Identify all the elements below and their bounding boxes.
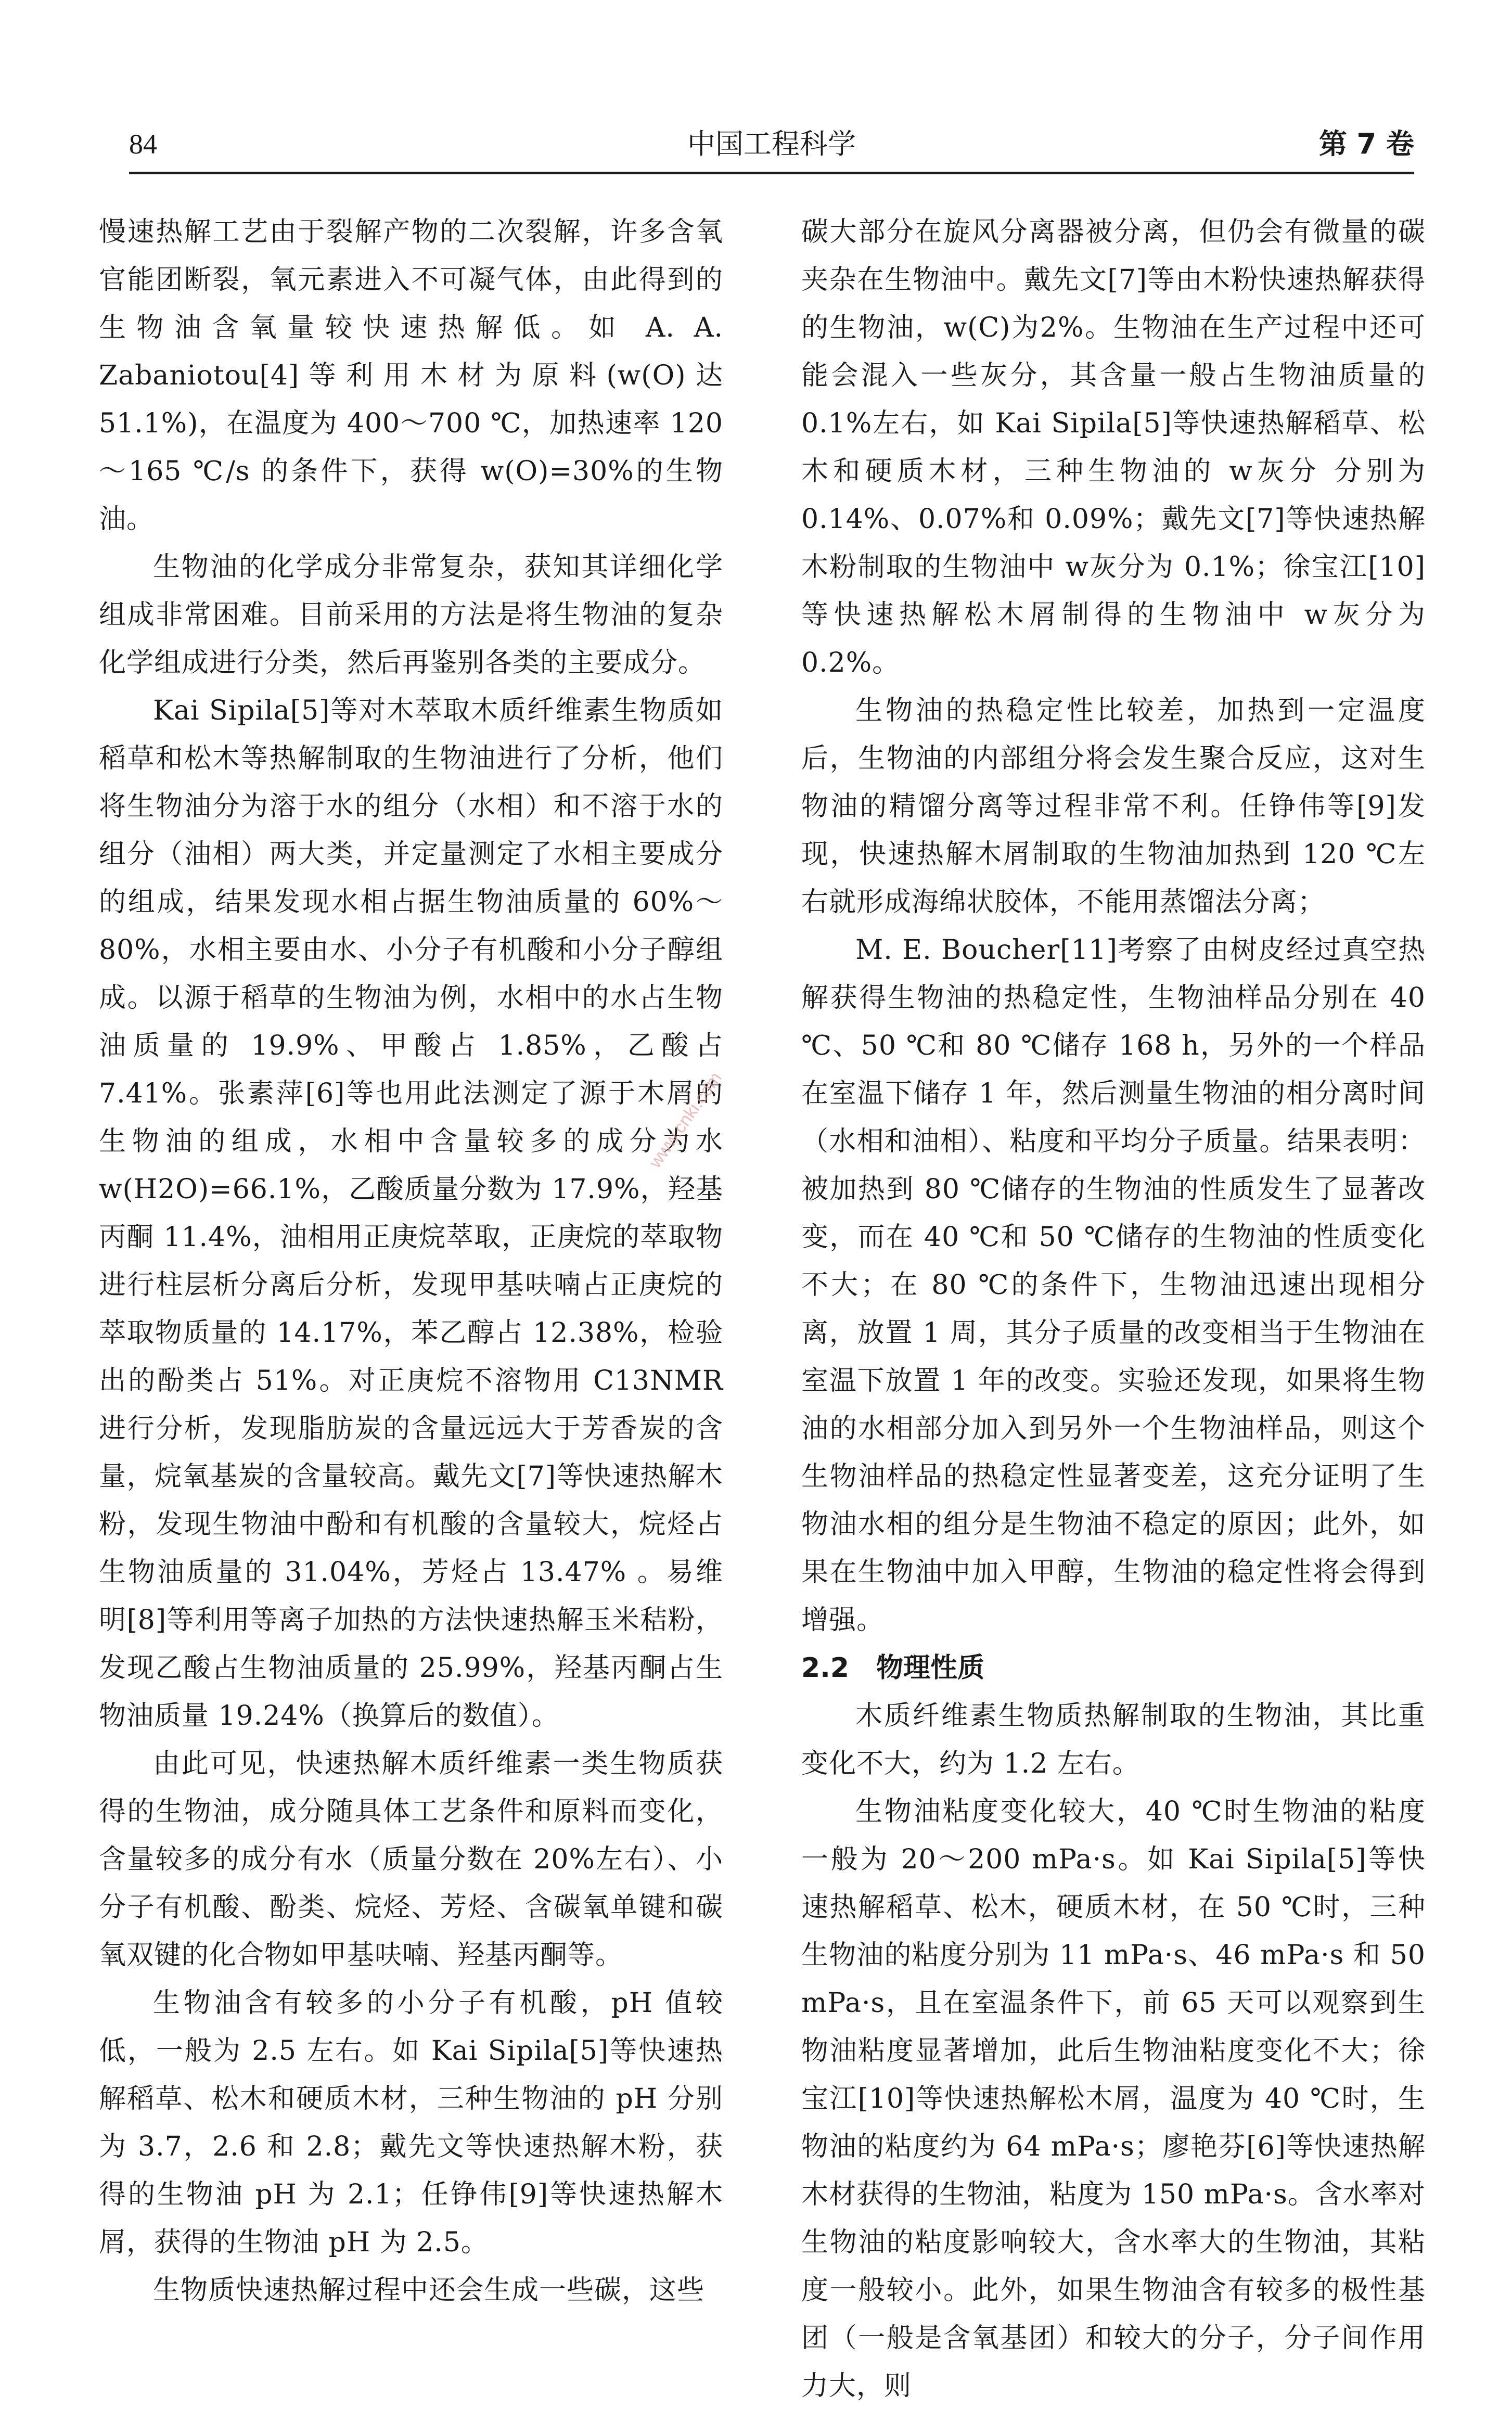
paragraph: Kai Sipila[5]等对木萃取木质纤维素生物质如稻草和松木等热解制取的生物油进行了分析，他们将生物油分为溶于水的组分（水相）和不溶于水的组分（油相）两大类，并定量测定了水相主要成分的组成，结果发现水相占据生物油质量的 60%～80%，水相主要由水、小分子有机酸和小分子醇组成。以源于稻草的生物油为例，水相中的水占生物油质量的 19.9%、甲酸占 1.85%，乙酸占 7.41%。张素萍[6]等也用此法测定了源于木屑的生物油的组成，水相中含量较多的成分为水 w(H2O)=66.1%，乙酸质量分数为 17.9%，羟基丙酮 11.4%，油相用正庚烷萃取，正庚烷的萃取物进行柱层析分离后分析，发现甲基呋喃占正庚烷的萃取物质量的 14.17%，苯乙醇占 12.38%，检验出的酚类占 51%。对正庚烷不溶物用 C13NMR 进行分析，发现脂肪炭的含量远远大于芳香炭的含量，烷氧基炭的含量较高。戴先文[7]等快速热解木粉，发现生物油中酚和有机酸的含量较大，烷烃占生物油质量的 31.04%，芳烃占 13.47% 。易维明[8]等利用等离子加热的方法快速热解玉米秸粉，发现乙酸占生物油质量的 25.99%，羟基丙酮占生物油质量 19.24%（换算后的数值）。 (99, 695, 723, 1732)
paragraph: 生物油含有较多的小分子有机酸，pH 值较低，一般为 2.5 左右。如 Kai Sipila[5]等快速热解稻草、松木和硬质木材，三种生物油的 pH 分别为 3.7，2.6 和 2.8；戴先文等快速热解木粉，获得的生物油 pH 为 2.1；任铮伟[9]等快速热解木屑，获得的生物油 pH 为 2.5。 (99, 1988, 723, 2258)
paragraph: 碳大部分在旋风分离器被分离，但仍会有微量的碳夹杂在生物油中。戴先文[7]等由木粉快速热解获得的生物油，w(C)为2%。生物油在生产过程中还可能会混入一些灰分，其含量一般占生物油质量的 0.1%左右，如 Kai Sipila[5]等快速热解稻草、松木和硬质木材，三种生物油的 w灰分 分别为 0.14%、0.07%和 0.09%；戴先文[7]等快速热解木粉制取的生物油中 w灰分为 0.1%；徐宝江[10]等快速热解松木屑制得的生物油中 w灰分为 0.2%。 (801, 216, 1426, 678)
paragraph: 生物质快速热解过程中还会生成一些碳，这些 (153, 2275, 705, 2306)
page-number: 84 (129, 129, 157, 160)
paragraph: 慢速热解工艺由于裂解产物的二次裂解，许多含氧官能团断裂，氧元素进入不可凝气体，由此得到的生物油含氧量较快速热解低。如 A. A. Zabaniotou[4]等利用木材为原料(w(O)达 51.1%)，在温度为 400～700 ℃，加热速率 120～165 ℃/s 的条件下，获得 w(O)=30%的生物油。 (99, 216, 723, 535)
volume-label: 第 7 卷 (1318, 127, 1414, 160)
left-column (99, 208, 723, 2306)
watermark: www.cnki.com (645, 1068, 726, 1172)
paragraph: M. E. Boucher[11]考察了由树皮经过真空热解获得生物油的热稳定性，生物油样品分别在 40 ℃、50 ℃和 80 ℃储存 168 h，另外的一个样品在室温下储存 1 年，然后测量生物油的相分离时间（水相和油相）、粘度和平均分子质量。结果表明：被加热到 80 ℃储存的生物油的性质发生了显著改变，而在 40 ℃和 50 ℃储存的生物油的性质变化不大；在 80 ℃的条件下，生物油迅速出现相分离，放置 1 周，其分子质量的改变相当于生物油在室温下放置 1 年的改变。实验还发现，如果将生物油的水相部分加入到另外一个生物油样品，则这个生物油样品的热稳定性显著变差，这充分证明了生物油水相的组分是生物油不稳定的原因；此外，如果在生物油中加入甲醇，生物油的稳定性将会得到增强。 (801, 934, 1426, 1636)
section-heading: 2.2 物理性质 (801, 1652, 985, 1684)
journal-title: 中国工程科学 (687, 127, 856, 160)
paragraph: 生物油的热稳定性比较差，加热到一定温度后，生物油的内部组分将会发生聚合反应，这对生物油的精馏分离等过程非常不利。任铮伟等[9]发现，快速热解木屑制取的生物油加热到 120 ℃左右就形成海绵状胶体，不能用蒸馏法分离； (801, 695, 1426, 918)
paragraph: 生物油的化学成分非常复杂，获知其详细化学组成非常困难。目前采用的方法是将生物油的复杂化学组成进行分类，然后再鉴别各类的主要成分。 (99, 552, 723, 678)
paragraph: 生物油粘度变化较大，40 ℃时生物油的粘度一般为 20～200 mPa·s。如 Kai Sipila[5]等快速热解稻草、松木，硬质木材，在 50 ℃时，三种生物油的粘度分别为 11 mPa·s、46 mPa·s 和 50 mPa·s，且在室温条件下，前 65 天可以观察到生物油粘度显著增加，此后生物油粘度变化不大；徐宝江[10]等快速热解松木屑，温度为 40 ℃时，生物油的粘度约为 64 mPa·s；廖艳芬[6]等快速热解木材获得的生物油，粘度为 150 mPa·s。含水率对生物油的粘度影响较大，含水率大的生物油，其粘度一般较小。此外，如果生物油含有较多的极性基团（一般是含氧基团）和较大的分子，分子间作用力大，则 (801, 1796, 1426, 2402)
right-column (801, 208, 1426, 2402)
page-header (129, 120, 1414, 174)
paragraph: 木质纤维素生物质热解制取的生物油，其比重变化不大，约为 1.2 左右。 (801, 1700, 1426, 1779)
paragraph: 由此可见，快速热解木质纤维素一类生物质获得的生物油，成分随具体工艺条件和原料而变化，含量较多的成分有水（质量分数在 20%左右）、小分子有机酸、酚类、烷烃、芳烃、含碳氧单键和碳氧双键的化合物如甲基呋喃、羟基丙酮等。 (99, 1748, 723, 1971)
